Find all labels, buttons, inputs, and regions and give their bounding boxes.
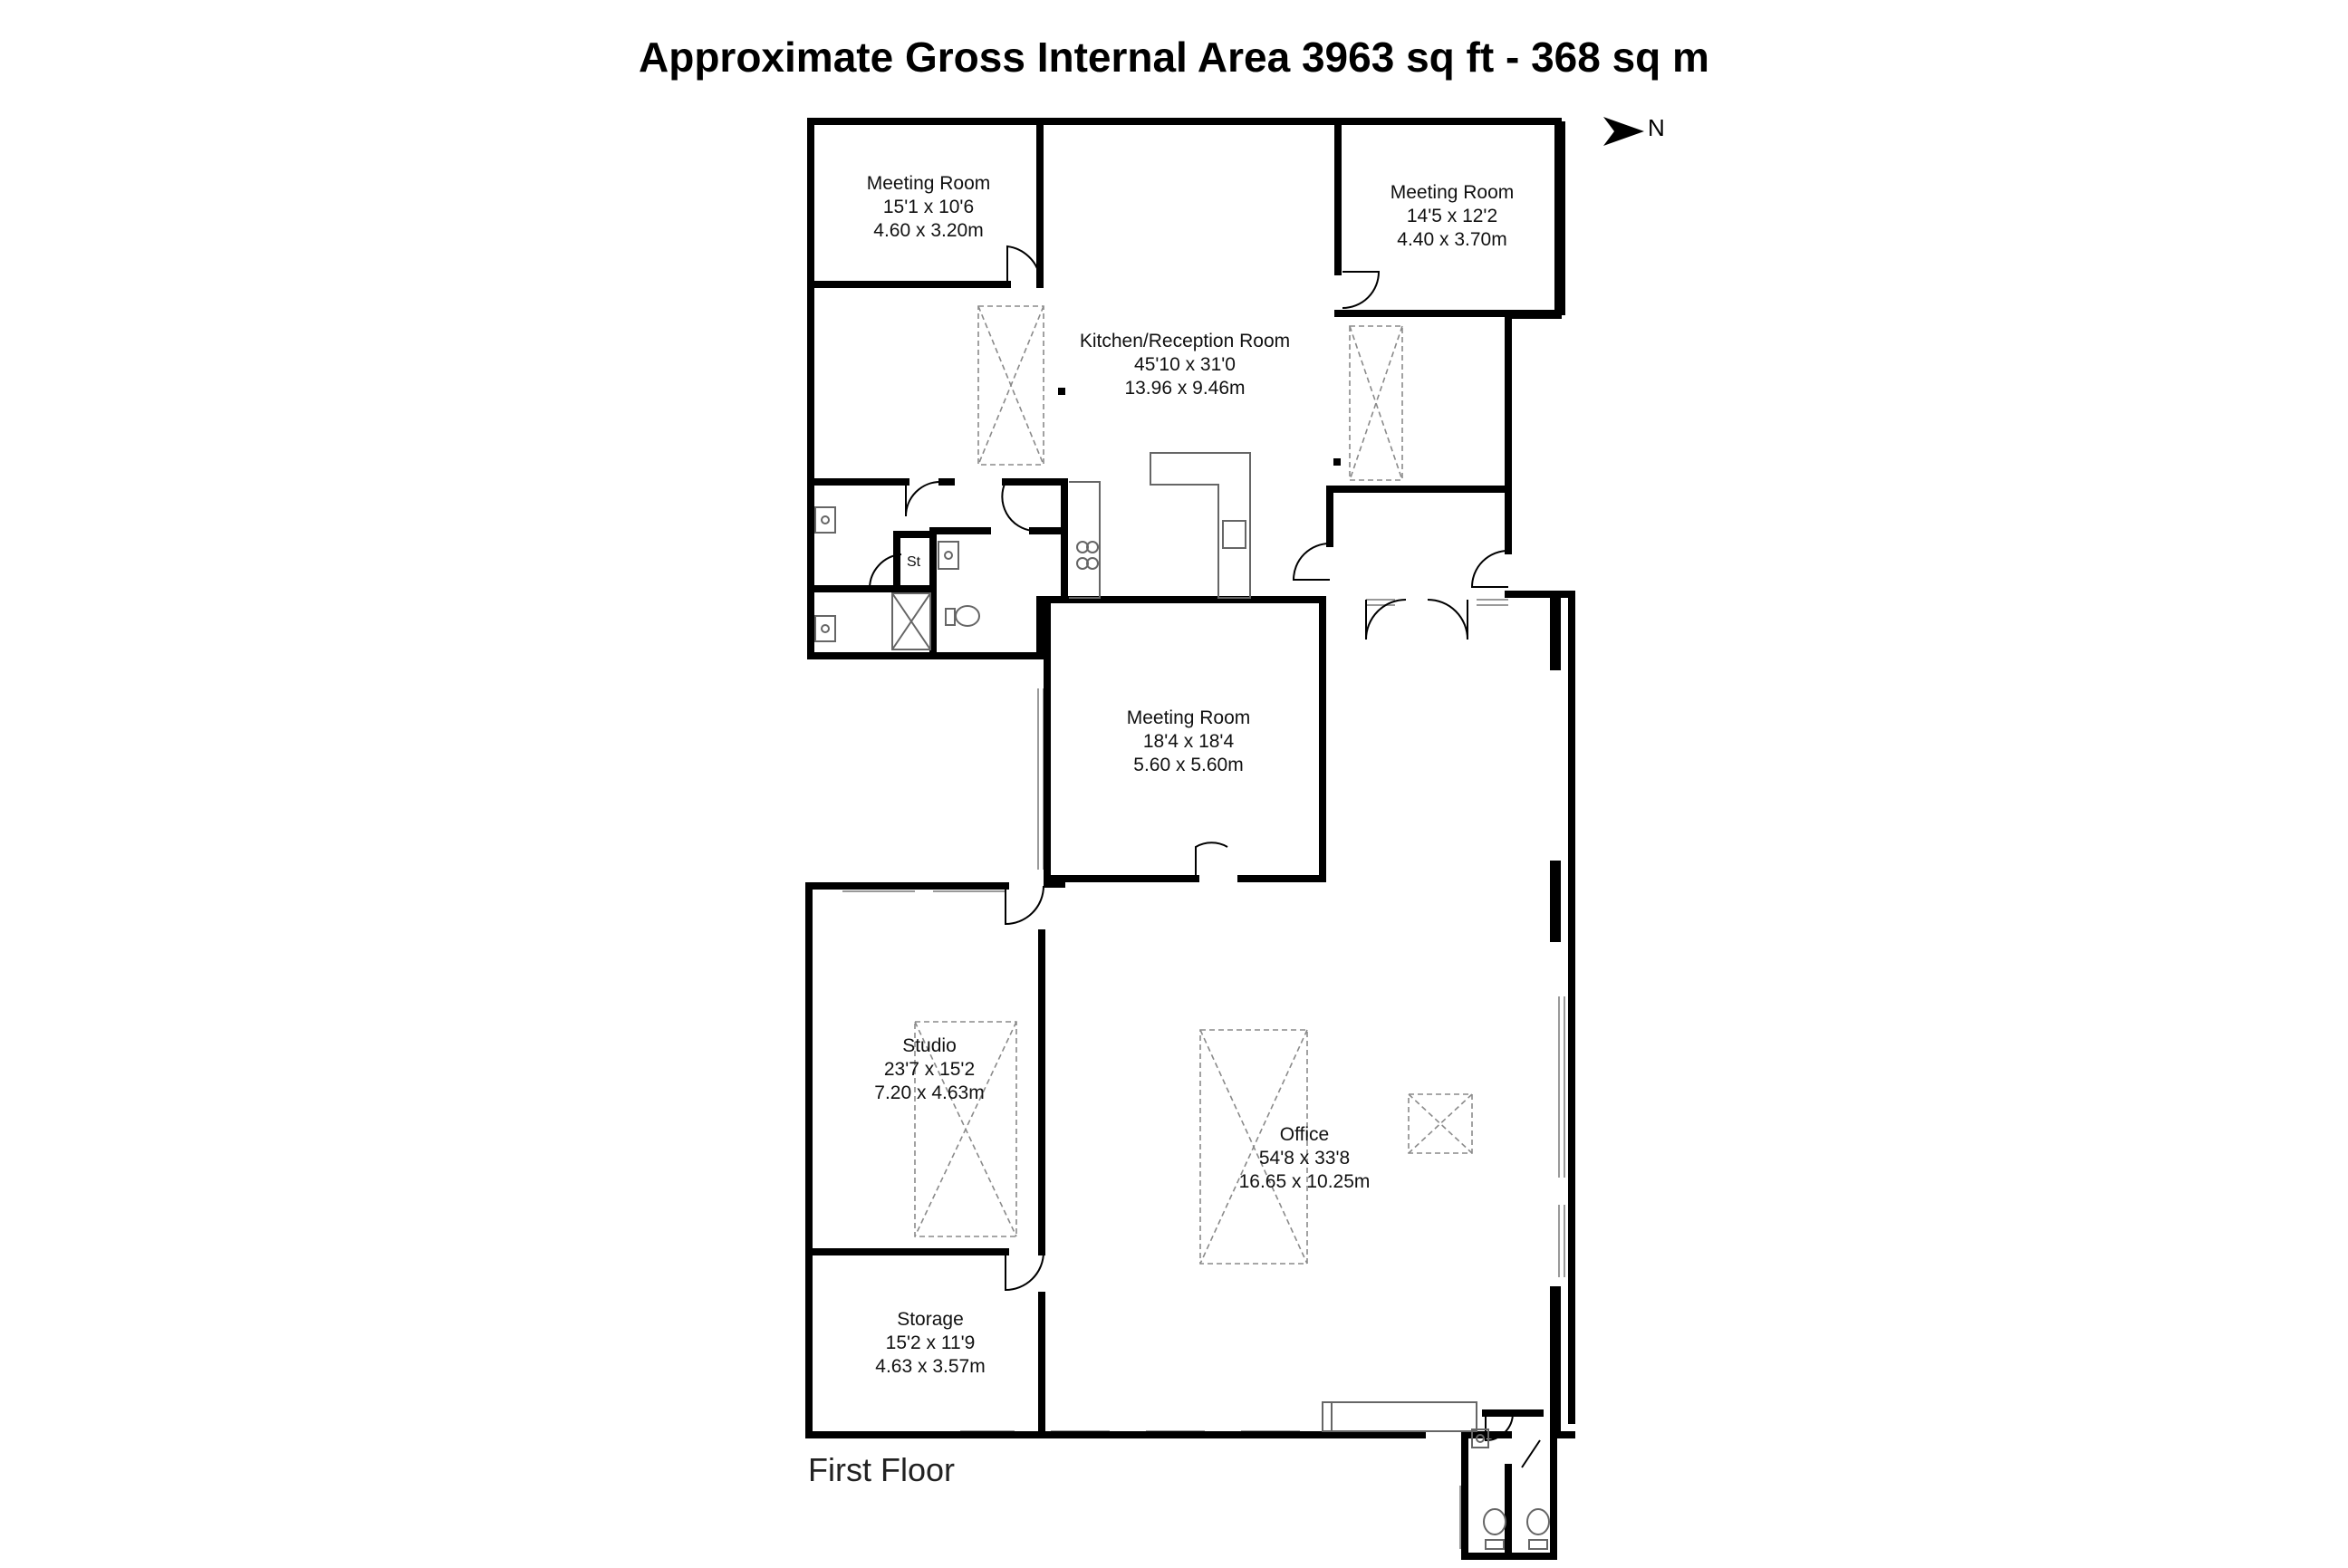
room-imperial: 18'4 x 18'4 (1142, 731, 1235, 752)
room-name: Meeting Room (1126, 707, 1251, 728)
bathroom-fixtures (815, 507, 1549, 1549)
meeting-room-2-label (1391, 181, 1515, 252)
room-name: Storage (897, 1309, 964, 1330)
storage-label (875, 1308, 985, 1379)
room-imperial: 54'8 x 33'8 (1258, 1148, 1351, 1169)
room-imperial: 45'10 x 31'0 (1134, 354, 1236, 375)
room-metric: 4.60 x 3.20m (873, 220, 984, 241)
room-imperial: 23'7 x 15'2 (883, 1059, 976, 1080)
room-metric: 7.20 x 4.63m (874, 1082, 985, 1103)
room-imperial: 14'5 x 12'2 (1406, 206, 1498, 226)
meeting-room-3-label (1127, 707, 1251, 777)
room-metric: 4.63 x 3.57m (875, 1356, 986, 1377)
room-name: Studio (902, 1035, 957, 1056)
room-metric: 13.96 x 9.46m (1124, 378, 1246, 399)
meeting-room-1-label (867, 172, 991, 243)
room-name: Office (1279, 1124, 1330, 1145)
room-name: Meeting Room (866, 173, 991, 194)
plan-title: Approximate Gross Internal Area 3963 sq ft - 368 sq m (639, 34, 1709, 81)
room-imperial: 15'2 x 11'9 (885, 1332, 976, 1353)
north-arrow-icon (1603, 117, 1644, 146)
north-label: N (1648, 114, 1665, 141)
room-metric: 4.40 x 3.70m (1397, 229, 1507, 250)
room-name: Kitchen/Reception Room (1079, 331, 1291, 351)
room-imperial: 15'1 x 10'6 (882, 197, 975, 217)
studio-label (874, 1034, 984, 1105)
kitchen-reception-label (1080, 330, 1290, 400)
store-label: St (907, 554, 921, 570)
floor-label: First Floor (808, 1451, 955, 1488)
office-label (1239, 1123, 1371, 1194)
room-metric: 16.65 x 10.25m (1238, 1171, 1371, 1192)
skylights (915, 306, 1472, 1264)
room-metric: 5.60 x 5.60m (1133, 755, 1244, 775)
room-name: Meeting Room (1390, 182, 1515, 203)
doors (870, 246, 1540, 1467)
